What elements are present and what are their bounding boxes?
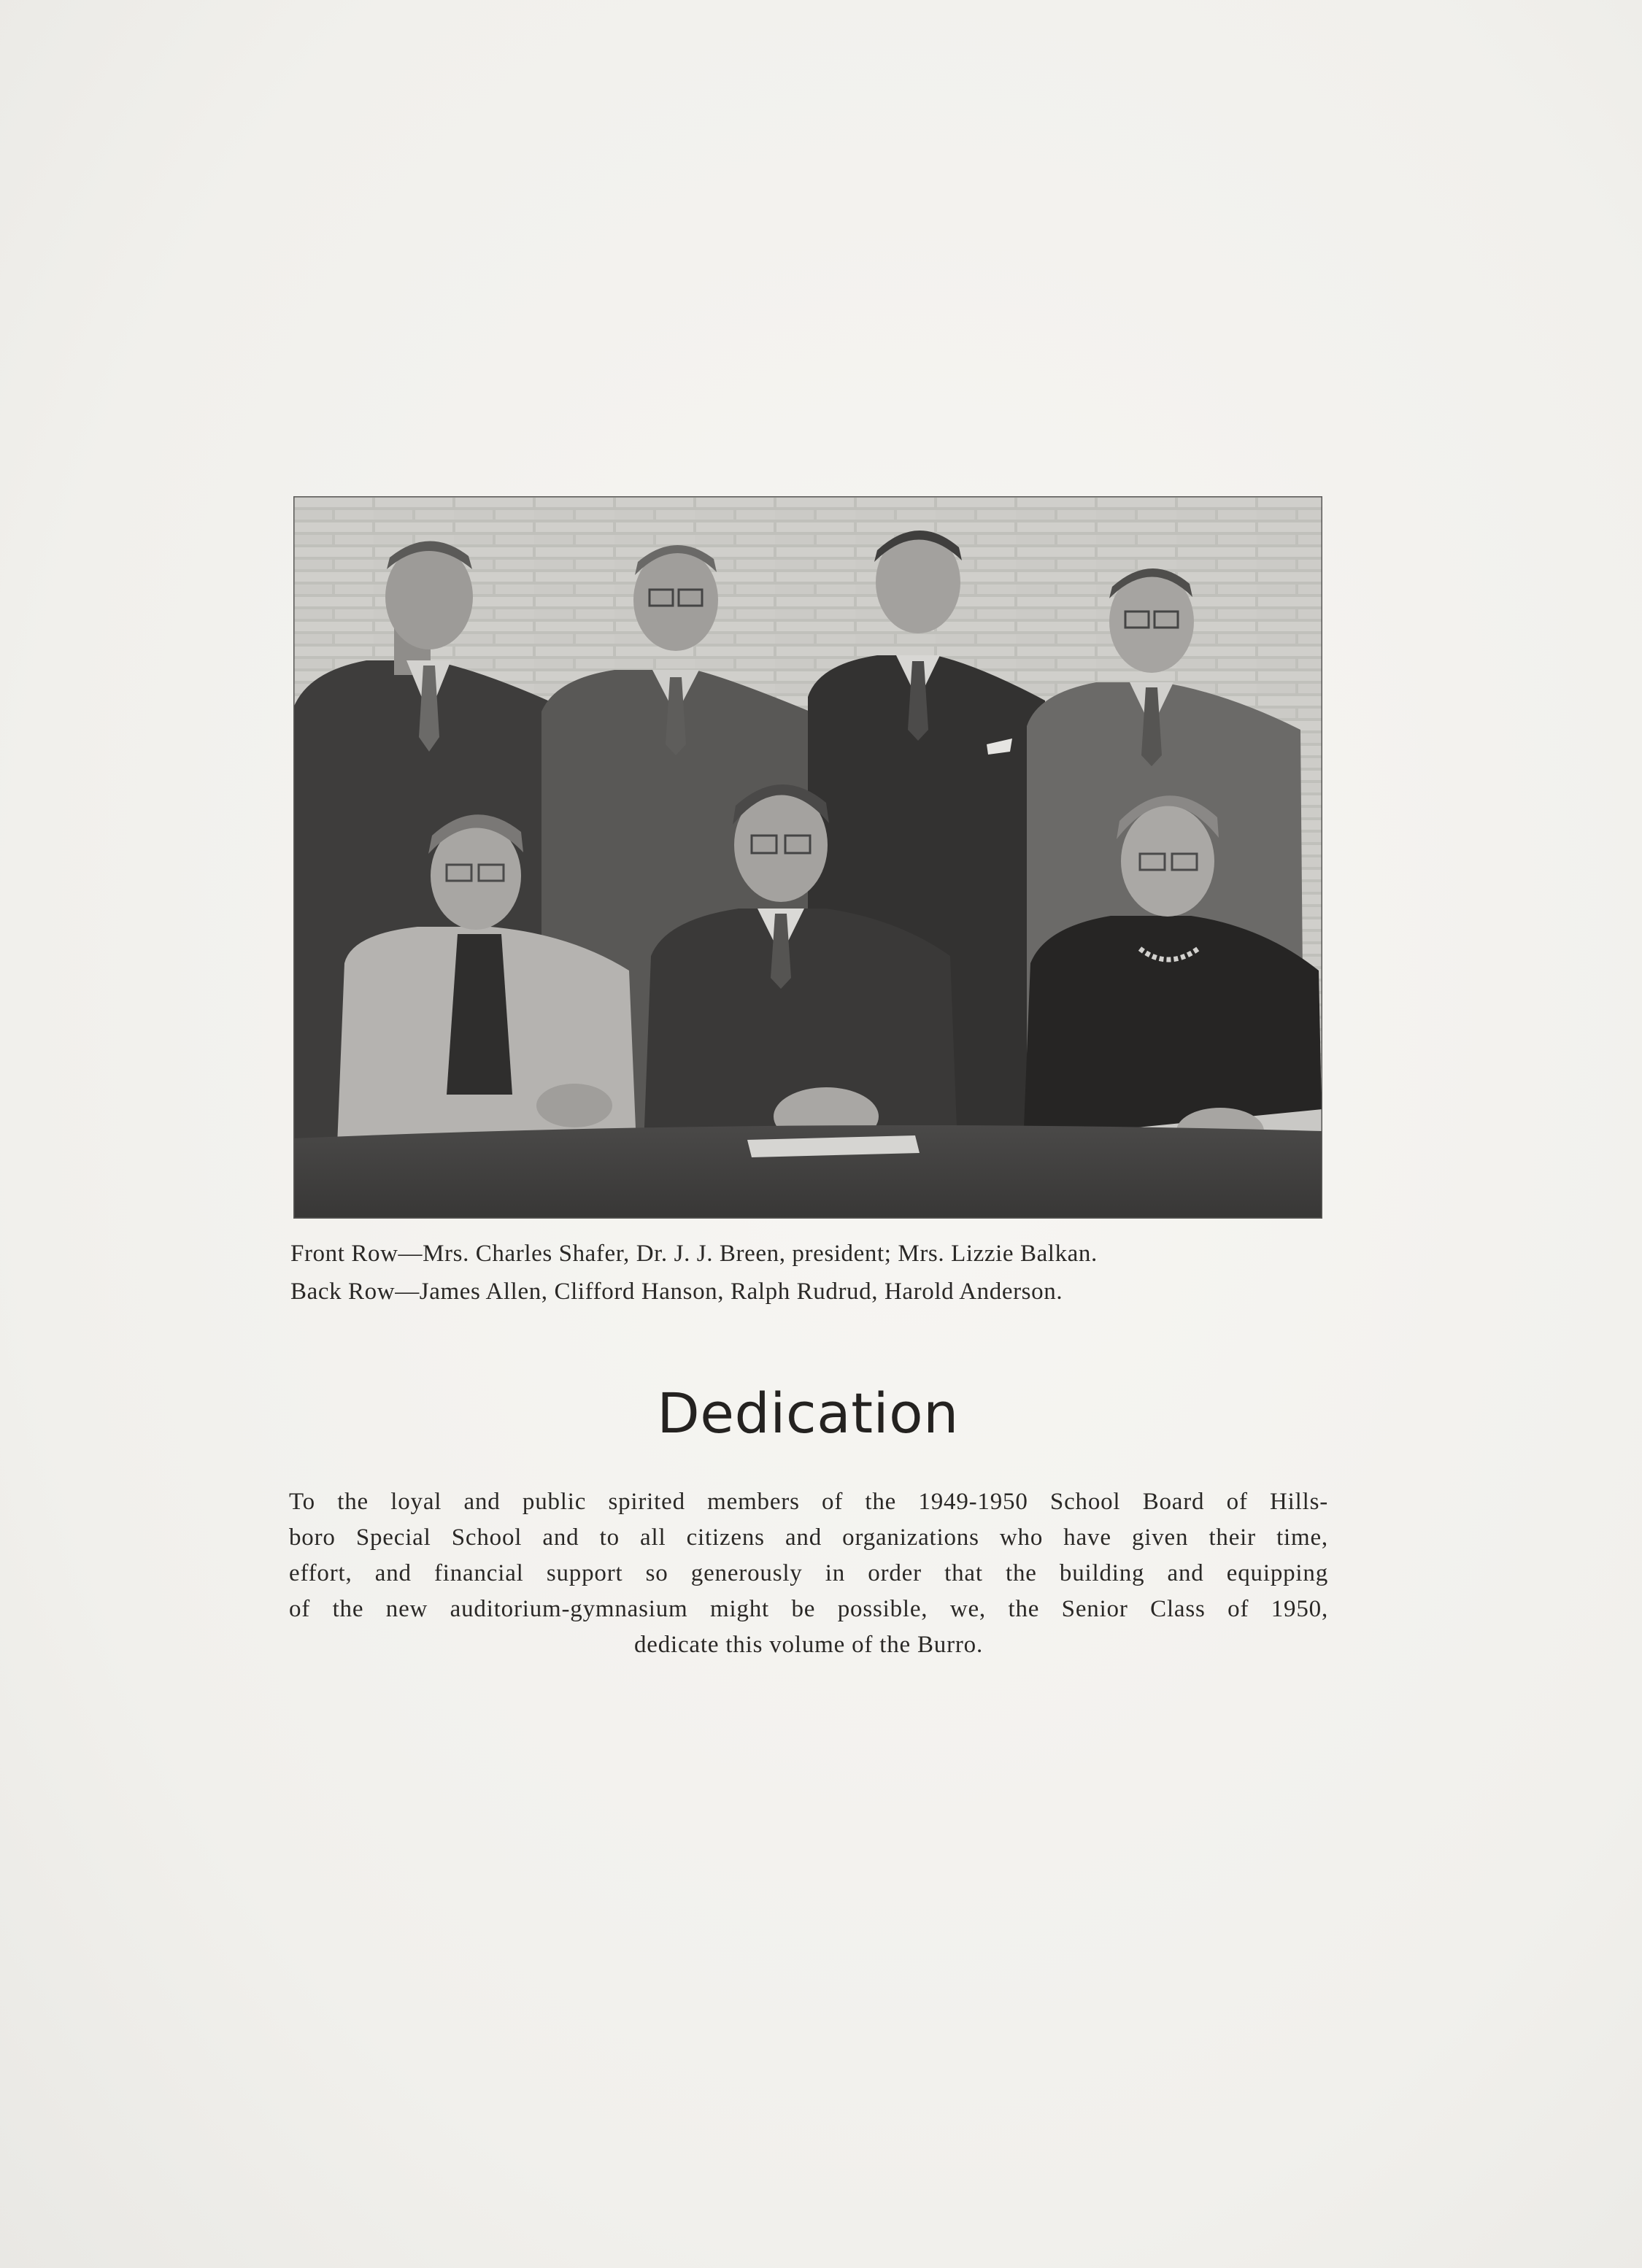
school-board-group-photo	[293, 496, 1322, 1219]
caption-front-row: Front Row—Mrs. Charles Shafer, Dr. J. J. Breen, president; Mrs. Lizzie Balkan.	[290, 1241, 1098, 1267]
dedication-line: To the loyal and public spirited members of the 1949-1950 School Board of Hills-	[289, 1489, 1328, 1515]
dedication-heading: Dedication	[657, 1381, 959, 1446]
dedication-line: dedicate this volume of the Burro.	[633, 1632, 984, 1658]
dedication-line: effort, and financial support so generously in order that the building and equipping	[289, 1560, 1328, 1586]
caption-back-row: Back Row—James Allen, Clifford Hanson, Ralph Rudrud, Harold Anderson.	[290, 1278, 1063, 1305]
dedication-text	[289, 1484, 1328, 1663]
dedication-line: boro Special School and to all citizens and organizations who have given their time,	[289, 1524, 1328, 1551]
dedication-line: of the new auditorium-gymnasium might be possible, we, the Senior Class of 1950,	[289, 1596, 1328, 1622]
photo-caption	[290, 1235, 1341, 1311]
